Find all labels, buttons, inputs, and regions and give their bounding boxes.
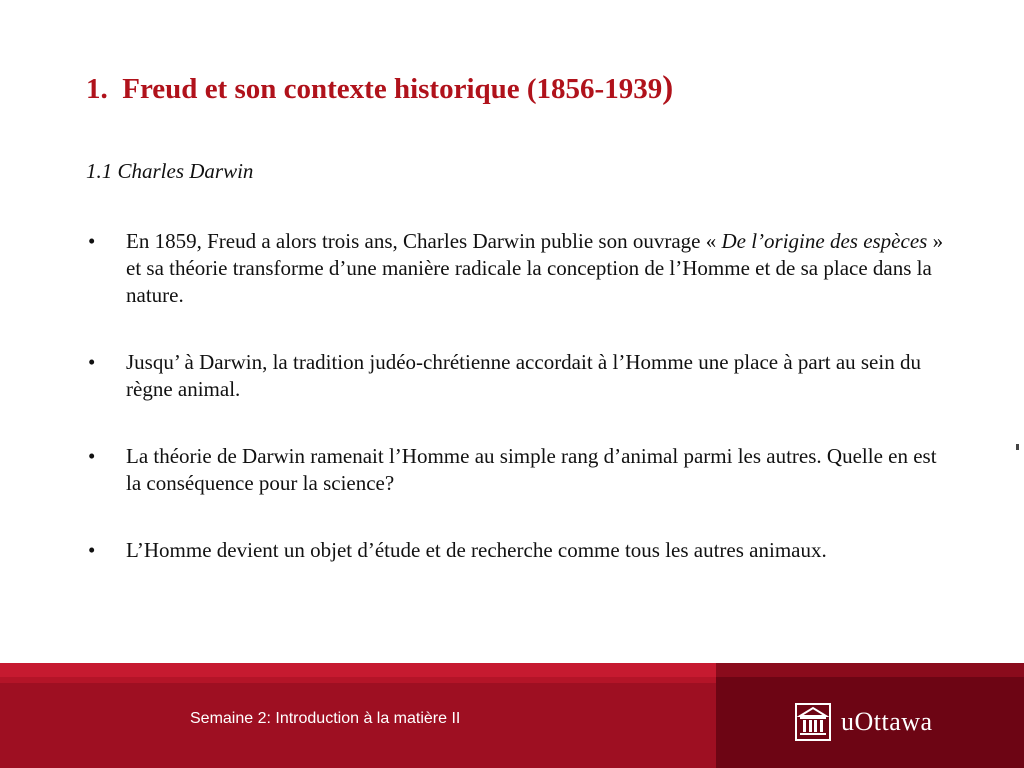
stray-mark xyxy=(1016,444,1019,450)
slide-title xyxy=(86,70,673,107)
title-close-paren: ) xyxy=(662,70,674,106)
bullet-text: Jusqu’ à Darwin, la tradition judéo-chrétienne accordait à l’Homme une place à part au sein du règne animal. xyxy=(126,350,921,401)
uottawa-logo xyxy=(795,703,933,741)
bullet-list xyxy=(86,228,946,564)
bullet-text: L’Homme devient un objet d’étude et de recherche comme tous les autres animaux. xyxy=(126,538,827,562)
bullet-text: En 1859, Freud a alors trois ans, Charles Darwin publie son ouvrage « xyxy=(126,229,722,253)
bullet-dot: • xyxy=(88,444,96,468)
footer-stripe xyxy=(0,677,716,683)
footer-bar xyxy=(0,663,1024,768)
footer-logo-panel xyxy=(716,663,1024,768)
title-number: 1. xyxy=(86,73,108,105)
bullet-item xyxy=(86,228,946,309)
bullet-text: La théorie de Darwin ramenait l’Homme au simple rang d’animal parmi les autres. Quelle en est la conséquence pour la science? xyxy=(126,444,937,495)
bullet-item xyxy=(86,443,946,497)
logo-wordmark: uOttawa xyxy=(841,707,933,736)
footer-stripe xyxy=(0,663,716,677)
bullet-item xyxy=(86,349,946,403)
bullet-dot: • xyxy=(88,538,96,562)
footer-stripe xyxy=(716,663,1024,677)
title-text: Freud et son contexte historique (1856-1939 xyxy=(122,73,663,105)
bullet-item xyxy=(86,537,946,564)
bullet-dot: • xyxy=(88,229,96,253)
book-title: De l’origine des espèces xyxy=(721,229,928,253)
footer-main-panel xyxy=(0,663,716,768)
bullet-text: » et sa théorie transforme d’une manière radicale la conception de l’Homme et de sa place dans la nature. xyxy=(126,229,944,307)
bullet-dot: • xyxy=(88,350,96,374)
course-label: Semaine 2: Introduction à la matière II xyxy=(190,710,461,727)
university-building-icon xyxy=(795,703,831,741)
section-subtitle: 1.1 Charles Darwin xyxy=(86,159,254,183)
